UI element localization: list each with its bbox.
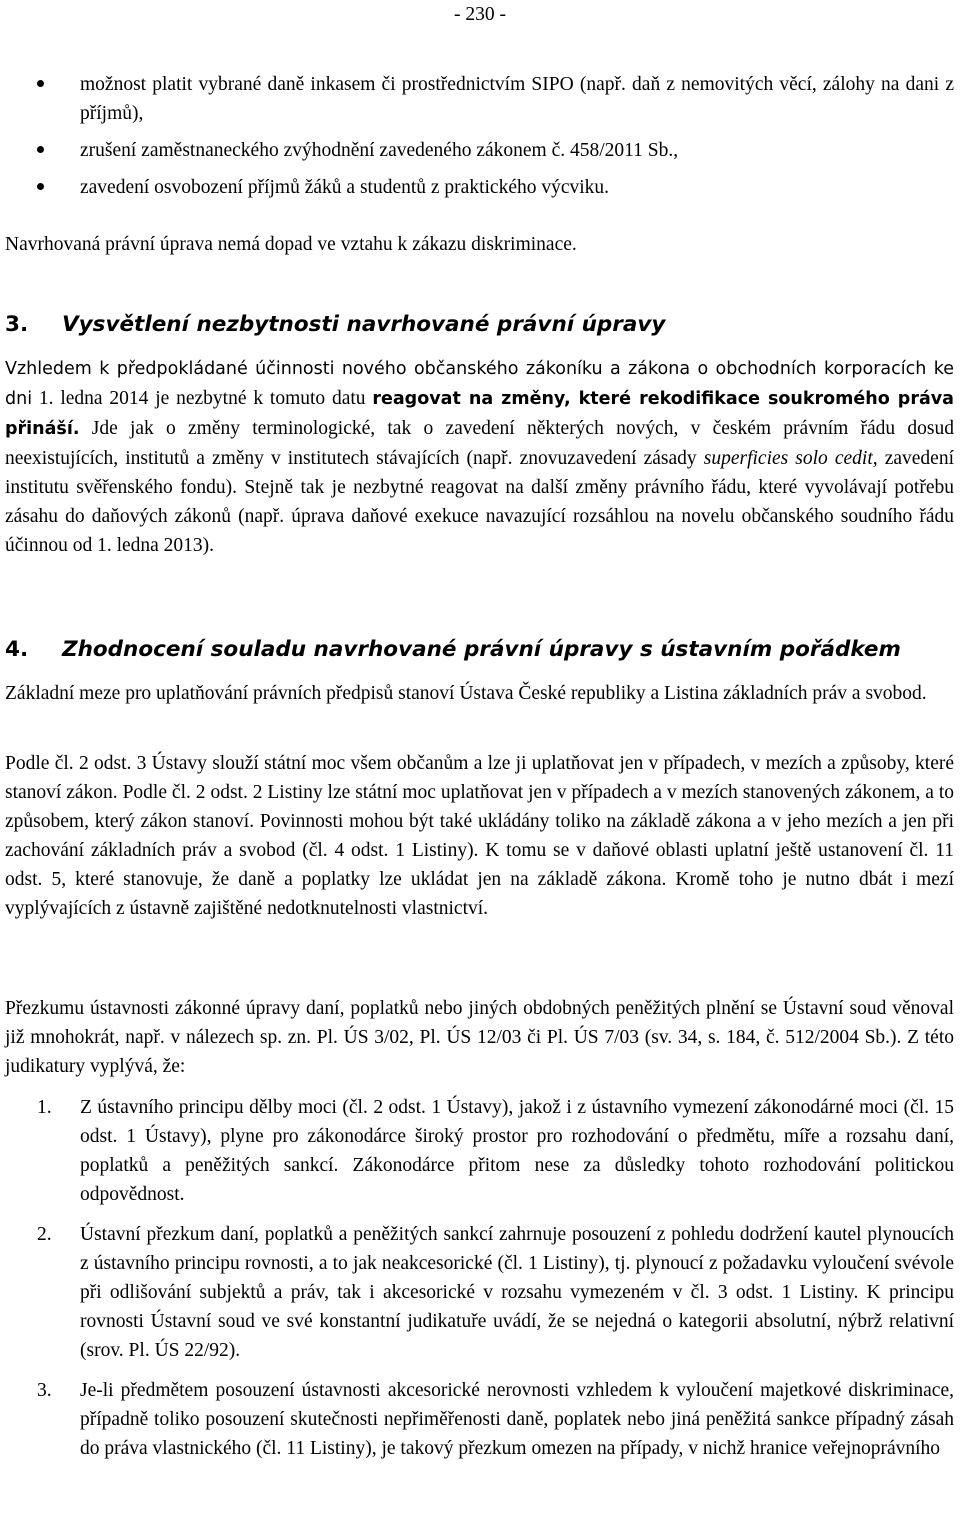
paragraph: Podle čl. 2 odst. 3 Ústavy slouží státní moc všem občanům a lze ji uplatňovat jen v případech, v mezích a způsoby, které stanoví zákon. Podle čl. 2 odst. 2 Listiny lze státní moc uplatňovat jen v případech a v mezích stanovených zákonem, a to způsobem, který zákon stanoví. Povinnosti mohou být také ukládány toliko na základě zákona a v jeho mezích a jen při zachování základních práv a svobod (čl. 4 odst. 1 Listiny). K tomu se v daňové oblasti uplatní ještě ustanovení čl. 11 odst. 5, které stanovuje, že daně a poplatky lze ukládat jen na základě zákona. Kromě toho je nutno dbát i mezí vyplývajících z ústavně zajištěné nedotknutelnosti vlastnictví. — [5, 753, 954, 919]
numbered-list — [5, 1093, 954, 1474]
bullet-icon — [37, 183, 44, 190]
section-number: 3. — [5, 312, 29, 337]
paragraph: Přezkumu ústavnosti zákonné úpravy daní, poplatků nebo jiných obdobných peněžitých plnění se Ústavní soud věnoval již mnohokrát, např. v nálezech sp. zn. Pl. ÚS 3/02, Pl. ÚS 12/03 či Pl. ÚS 7/03 (sv. 34, s. 184, č. 512/2004 Sb.). Z této judikatury vyplývá, že: — [5, 998, 954, 1077]
list-item — [5, 70, 954, 128]
bullet-text: zrušení zaměstnaneckého zvýhodnění zavedeného zákonem č. 458/2011 Sb., — [80, 140, 679, 161]
list-text: Je-li předmětem posouzení ústavnosti akcesorické nerovnosti vzhledem k vyloučení majetkové diskriminace, případně toliko posouzení skutečnosti nepřiměřenosti daně, poplatek nebo jiná peněžitá sankce případný zásah do práva vlastnického (čl. 11 Listiny), je takový přezkum omezen na případy, v nichž hranice veřejnoprávního — [80, 1380, 954, 1459]
section-4-heading — [5, 633, 954, 667]
bullet-icon — [37, 80, 44, 87]
list-item — [5, 1220, 954, 1365]
bullet-icon — [37, 146, 44, 153]
paragraph: Základní meze pro uplatňování právních předpisů stanoví Ústava České republiky a Listina základních práv a svobod. — [5, 683, 927, 704]
page-number: - 230 - — [454, 4, 506, 25]
list-number: 1. — [37, 1097, 52, 1118]
section-title: Vysvětlení nezbytnosti navrhované právní úpravy — [62, 312, 666, 337]
list-item — [5, 1093, 954, 1209]
section-3-heading — [5, 308, 954, 342]
list-number: 3. — [37, 1380, 52, 1401]
list-text: Ústavní přezkum daní, poplatků a peněžitých sankcí zahrnuje posouzení z pohledu dodržení kautel plynoucích z ústavního principu rovnosti, a to jak neakcesorické (čl. 1 Listiny), tj. plynoucí z požadavku vyloučení svévole při odlišování subjektů a práv, tak i akcesorické v rozsahu vymezeném v čl. 3 odst. 1 Listiny. K principu rovnosti Ústavní soud ve své konstantní judikatuře uvádí, že se nejedná o kategorii absolutní, nýbrž relativní (srov. Pl. ÚS 22/92). — [80, 1224, 954, 1361]
list-number: 2. — [37, 1224, 52, 1245]
section-title: Zhodnocení souladu navrhované právní úpravy s ústavním pořádkem — [62, 637, 901, 662]
bullet-text: možnost platit vybrané daně inkasem či prostřednictvím SIPO (např. daň z nemovitých věcí, zálohy na dani z příjmů), — [80, 74, 954, 124]
list-item — [5, 173, 954, 202]
discrimination-note: Navrhovaná právní úprava nemá dopad ve vztahu k zákazu diskriminace. — [5, 234, 577, 255]
list-item — [5, 1376, 954, 1463]
bullet-text: zavedení osvobození příjmů žáků a studentů z praktického výcviku. — [80, 177, 610, 198]
section-number: 4. — [5, 637, 29, 662]
bullet-list — [5, 70, 954, 210]
list-item — [5, 136, 954, 165]
section-3-paragraph: Vzhledem k předpokládané účinnosti nového občanského zákoníku a zákona o obchodních korporacích ke dni 1. ledna 2014 je nezbytné k tomuto datu reagovat na změny, které rekodifikace soukromého práva přináší. Jde jak o změny terminologické, tak o zavedení některých nových, v českém právním řádu dosud neexistujících, institutů a změny v institutech stávajících (např. znovuzavedení zásady superficies solo cedit, zavedení institutu svěřenského fondu). Stejně tak je nezbytné reagovat na další změny právního řádu, které vyvolávají potřebu zásahu do daňových zákonů (např. úprava daňové exekuce navazující rozsáhlou na novelu občanského soudního řádu účinnou od 1. ledna 2013). — [5, 359, 954, 556]
list-text: Z ústavního principu dělby moci (čl. 2 odst. 1 Ústavy), jakož i z ústavního vymezení zákonodárné moci (čl. 15 odst. 1 Ústavy), plyne pro zákonodárce široký prostor pro rozhodování o předmětu, míře a rozsahu daní, poplatků a peněžitých sankcí. Zákonodárce přitom nese za důsledky tohoto rozhodování politickou odpovědnost. — [80, 1097, 954, 1205]
